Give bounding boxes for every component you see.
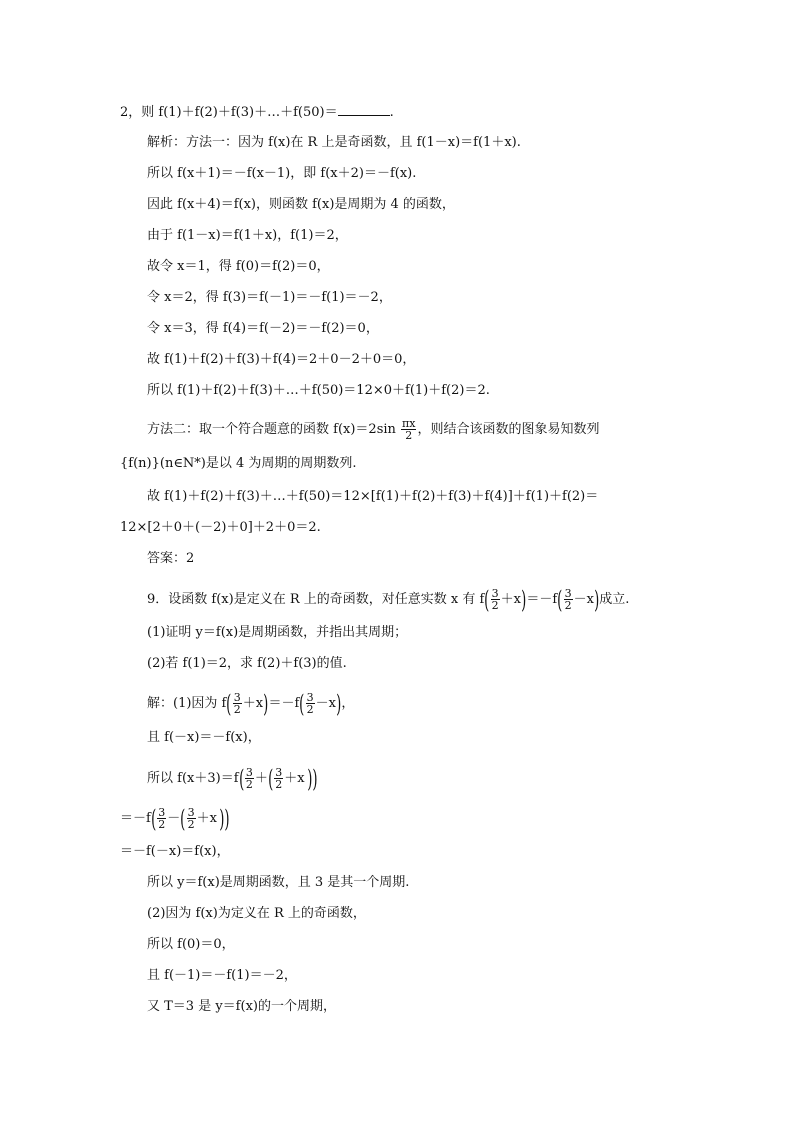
- solution-line: 因此 f(x＋4)＝f(x)，则函数 f(x)是周期为 4 的函数，: [147, 197, 455, 212]
- solution-line: ＝－f( $\frac{3}{2}$ －( $\frac{3}{2}$ ＋x)): [120, 804, 230, 833]
- problem-9-line: 9．设函数 f(x)是定义在 R 上的奇函数，对任意实数 x 有 f( $\frac{3}{2}$ ＋x)＝－f( $\frac{3}{2}$ －x)成立.: [147, 585, 630, 614]
- problem-tail-line: 2，则 f(1)＋f(2)＋f(3)＋…＋f(50)＝ .: [120, 105, 394, 120]
- solution-line: 令 x＝2，得 f(3)＝f(－1)＝－f(1)＝－2，: [147, 290, 392, 305]
- fraction: $\frac{3}{2}$: [245, 766, 253, 791]
- solution-line: 又 T＝3 是 y＝f(x)的一个周期，: [147, 999, 336, 1014]
- solution-line: 所以 f(1)＋f(2)＋f(3)＋…＋f(50)＝12×0＋f(1)＋f(2)＝2.: [147, 383, 490, 398]
- fraction: $\frac{3}{2}$: [158, 806, 166, 831]
- solution-line: 故 f(1)＋f(2)＋f(3)＋…＋f(50)＝12×[f(1)＋f(2)＋f(3)＋f(4)]＋f(1)＋f(2)＝: [147, 489, 599, 504]
- problem-part-line: (2)若 f(1)＝2，求 f(2)＋f(3)的值.: [147, 656, 347, 671]
- solution-line: 解析：方法一：因为 f(x)在 R 上是奇函数，且 f(1－x)＝f(1＋x).: [147, 135, 521, 150]
- answer-line: 答案：2: [147, 551, 195, 566]
- solution-line: 所以 f(0)＝0，: [147, 937, 235, 952]
- fraction: $\frac{3}{2}$: [233, 691, 241, 716]
- solution-line: 解：(1)因为 f( $\frac{3}{2}$ ＋x)＝－f( $\frac{3}{2}$ －x)，: [147, 689, 355, 718]
- fraction: $\frac{3}{2}$: [564, 587, 572, 612]
- problem-part-line: (1)证明 y＝f(x)是周期函数，并指出其周期；: [147, 625, 408, 640]
- solution-line: {f(n)}(n∈N*)是以 4 为周期的周期数列.: [120, 456, 357, 471]
- solution-line: (2)因为 f(x)为定义在 R 上的奇函数，: [147, 906, 366, 921]
- solution-line: 所以 f(x＋1)＝－f(x－1)，即 f(x＋2)＝－f(x).: [147, 166, 417, 181]
- solution-line: 且 f(－1)＝－f(1)＝－2，: [147, 968, 297, 983]
- solution-line: 故 f(1)＋f(2)＋f(3)＋f(4)＝2＋0－2＋0＝0，: [147, 352, 416, 367]
- solution-line: 所以 f(x＋3)＝f( $\frac{3}{2}$ ＋( $\frac{3}{2}$ ＋x)): [147, 764, 318, 793]
- method-two-line: 方法二：取一个符合题意的函数 f(x)＝2sin $\frac{\pi x}{2}$ ，则结合该函数的图象易知数列: [147, 417, 600, 442]
- fraction: $\frac{3}{2}$: [491, 587, 499, 612]
- fraction: $\frac{3}{2}$: [306, 691, 314, 716]
- solution-line: 令 x＝3，得 f(4)＝f(－2)＝－f(2)＝0，: [147, 321, 379, 336]
- solution-line: 由于 f(1－x)＝f(1＋x)，f(1)＝2，: [147, 228, 348, 243]
- fraction: $\frac{3}{2}$: [275, 766, 283, 791]
- fraction: $\frac{\pi x}{2}$: [402, 417, 416, 442]
- solution-line: 且 f(－x)＝－f(x)，: [147, 730, 261, 745]
- solution-line: 12×[2＋0＋(－2)＋0]＋2＋0＝2.: [120, 520, 321, 535]
- solution-line: 所以 y＝f(x)是周期函数，且 3 是其一个周期.: [147, 875, 410, 890]
- fraction: $\frac{3}{2}$: [187, 806, 195, 831]
- solution-line: ＝－f(－x)＝f(x)，: [120, 844, 230, 859]
- answer-blank: [338, 103, 390, 116]
- solution-line: 故令 x＝1，得 f(0)＝f(2)＝0，: [147, 259, 330, 274]
